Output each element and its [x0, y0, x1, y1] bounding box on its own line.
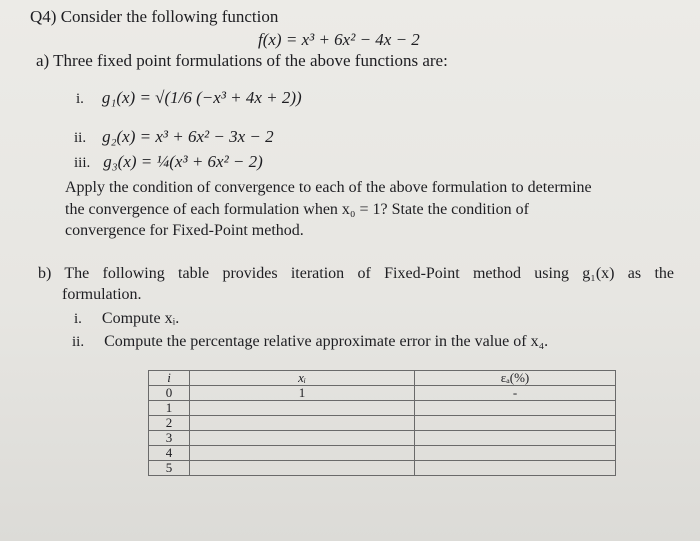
header-i: i	[149, 371, 190, 386]
formula-label: ii.	[74, 130, 87, 146]
cell-i: 0	[149, 386, 190, 401]
table-row	[149, 401, 616, 416]
part-b-intro-line-1: b) The following table provides iteration of Fixed-Point method using g₁(x) as the	[38, 265, 674, 282]
table-row	[149, 431, 616, 446]
cell-i: 4	[149, 446, 190, 461]
part-b-item-i	[74, 310, 179, 328]
cell-xi	[190, 461, 415, 476]
table-row	[149, 416, 616, 431]
instruction-line-1: Apply the condition of convergence to each of the above formulation to determine	[65, 179, 592, 196]
formula-text: g₃(x) = ¼(x³ + 6x² − 2)	[103, 152, 263, 171]
formula-label: iii.	[74, 155, 91, 171]
iteration-table	[148, 370, 616, 476]
cell-xi	[190, 416, 415, 431]
cell-error	[415, 416, 616, 431]
cell-error: -	[415, 386, 616, 401]
cell-xi	[190, 431, 415, 446]
function-equation	[258, 30, 420, 50]
cell-xi	[190, 446, 415, 461]
part-a-intro: a) Three fixed point formulations of the above functions are:	[36, 51, 448, 70]
formula-text: g₁(x) = √(1/6 (−x³ + 4x + 2))	[101, 88, 302, 107]
cell-i: 1	[149, 401, 190, 416]
cell-xi: 1	[190, 386, 415, 401]
cell-error	[415, 461, 616, 476]
cell-error	[415, 446, 616, 461]
table-header-row	[149, 371, 616, 386]
cell-i: 5	[149, 461, 190, 476]
item-label: ii.	[72, 334, 85, 350]
cell-error	[415, 401, 616, 416]
table-row	[149, 461, 616, 476]
formula-i	[76, 88, 302, 108]
cell-error	[415, 431, 616, 446]
question-title: Q4) Consider the following function	[30, 7, 279, 26]
item-label: i.	[74, 311, 82, 327]
table-row	[149, 446, 616, 461]
instruction-line-2: the convergence of each formulation when x₀ = 1? State the condition of	[65, 201, 529, 218]
table-row	[149, 386, 616, 401]
cell-xi	[190, 401, 415, 416]
header-error: εₐ(%)	[415, 371, 616, 386]
formula-ii	[74, 127, 274, 147]
part-b-intro	[38, 262, 674, 286]
header-xi: xᵢ	[190, 371, 415, 386]
cell-i: 3	[149, 431, 190, 446]
formula-iii	[74, 152, 263, 172]
part-b-item-ii	[72, 333, 548, 351]
part-b-intro-line-2: formulation.	[62, 286, 142, 303]
formula-label: i.	[76, 91, 84, 107]
instruction-line-3: convergence for Fixed-Point method.	[65, 222, 304, 239]
cell-i: 2	[149, 416, 190, 431]
item-text: Compute xᵢ.	[101, 310, 180, 327]
item-text: Compute the percentage relative approximate error in the value of x₄.	[104, 333, 549, 350]
formula-text: g₂(x) = x³ + 6x² − 3x − 2	[102, 127, 274, 146]
function-equation-text: f(x) = x³ + 6x² − 4x − 2	[258, 30, 420, 49]
